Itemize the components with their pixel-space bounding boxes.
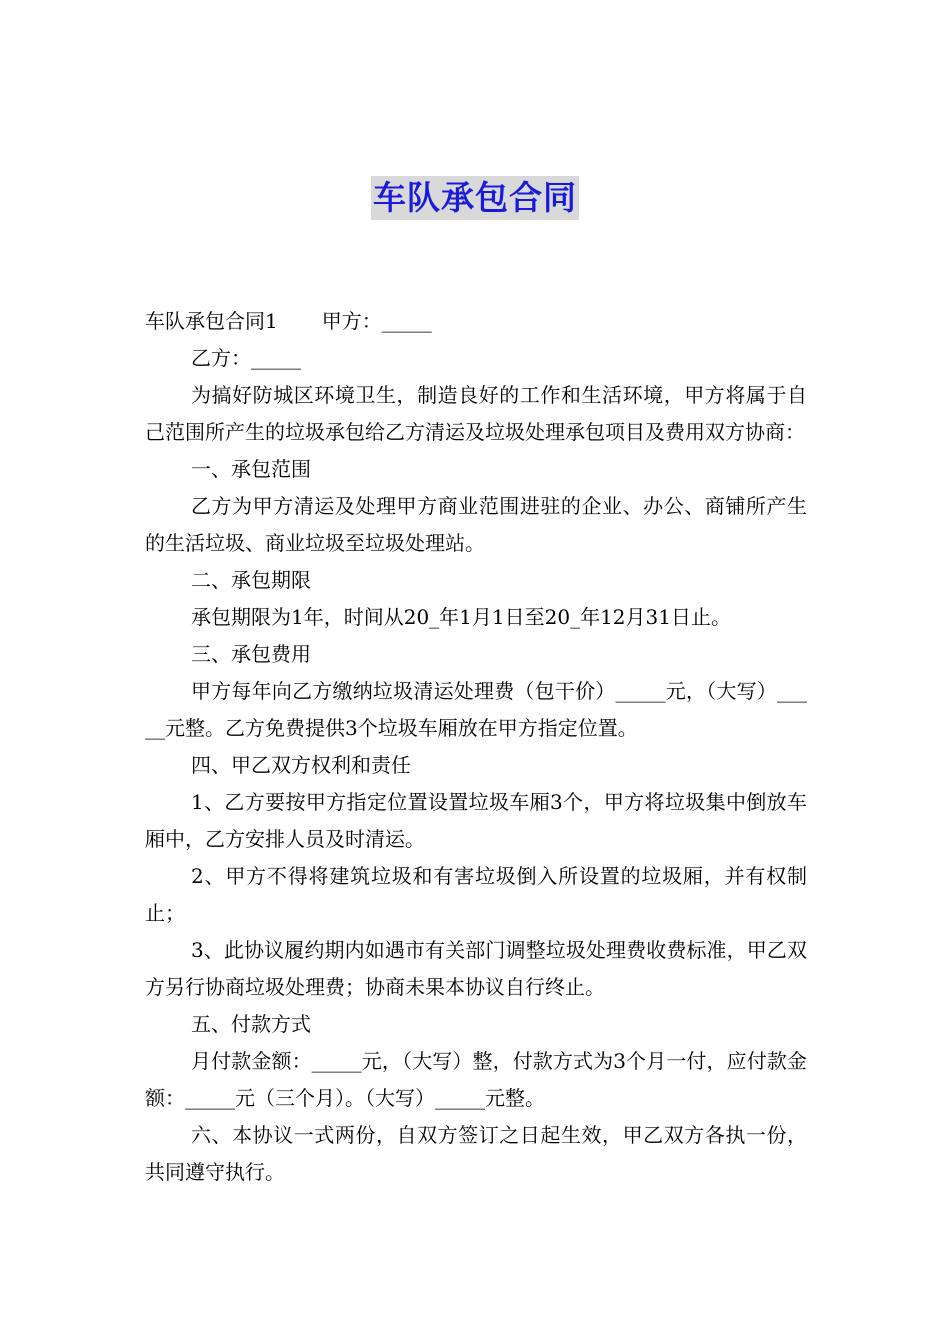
scope-paragraph: 乙方为甲方清运及处理甲方商业范围进驻的企业、办公、商铺所产生的生活垃圾、商业垃圾至垃圾处理站。	[145, 494, 807, 555]
rights-item-2: 2、甲方不得将建筑垃圾和有害垃圾倒入所设置的垃圾厢，并有权制止；	[145, 864, 807, 925]
contract-heading: 车队承包合同1	[145, 309, 278, 333]
first-line	[145, 303, 807, 340]
section-heading-scope: 一、承包范围	[191, 457, 311, 481]
term-paragraph: 承包期限为1年，时间从20_年1月1日至20_年12月31日止。	[191, 605, 731, 629]
section-heading-term: 二、承包期限	[191, 568, 311, 592]
section-heading-rights: 四、甲乙双方权利和责任	[191, 753, 411, 777]
rights-item-3: 3、此协议履约期内如遇市有关部门调整垃圾处理费收费标准，甲乙双方另行协商垃圾处理费；协商未果本协议自行终止。	[145, 938, 807, 999]
document-title: 车队承包合同	[371, 176, 579, 220]
party-b-field: 乙方：_____	[191, 346, 301, 370]
fees-paragraph: 甲方每年向乙方缴纳垃圾清运处理费（包干价）_____元，（大写）_____元整。乙方免费提供3个垃圾车厢放在甲方指定位置。	[145, 679, 807, 740]
closing-paragraph: 六、本协议一式两份，自双方签订之日起生效，甲乙双方各执一份，共同遵守执行。	[145, 1123, 807, 1184]
party-a-field: 甲方：_____	[321, 309, 432, 333]
rights-item-1: 1、乙方要按甲方指定位置设置垃圾车厢3个，甲方将垃圾集中倒放车厢中，乙方安排人员及时清运。	[145, 790, 807, 851]
payment-paragraph: 月付款金额：_____元，（大写）整，付款方式为3个月一付，应付款金额：_____元（三个月）。（大写）_____元整。	[145, 1049, 807, 1110]
title-container	[0, 176, 950, 220]
preamble-paragraph: 为搞好防城区环境卫生，制造良好的工作和生活环境，甲方将属于自己范围所产生的垃圾承包给乙方清运及垃圾处理承包项目及费用双方协商：	[145, 383, 807, 444]
document-body	[145, 303, 807, 1191]
section-heading-fees: 三、承包费用	[191, 642, 311, 666]
section-heading-payment: 五、付款方式	[191, 1012, 311, 1036]
